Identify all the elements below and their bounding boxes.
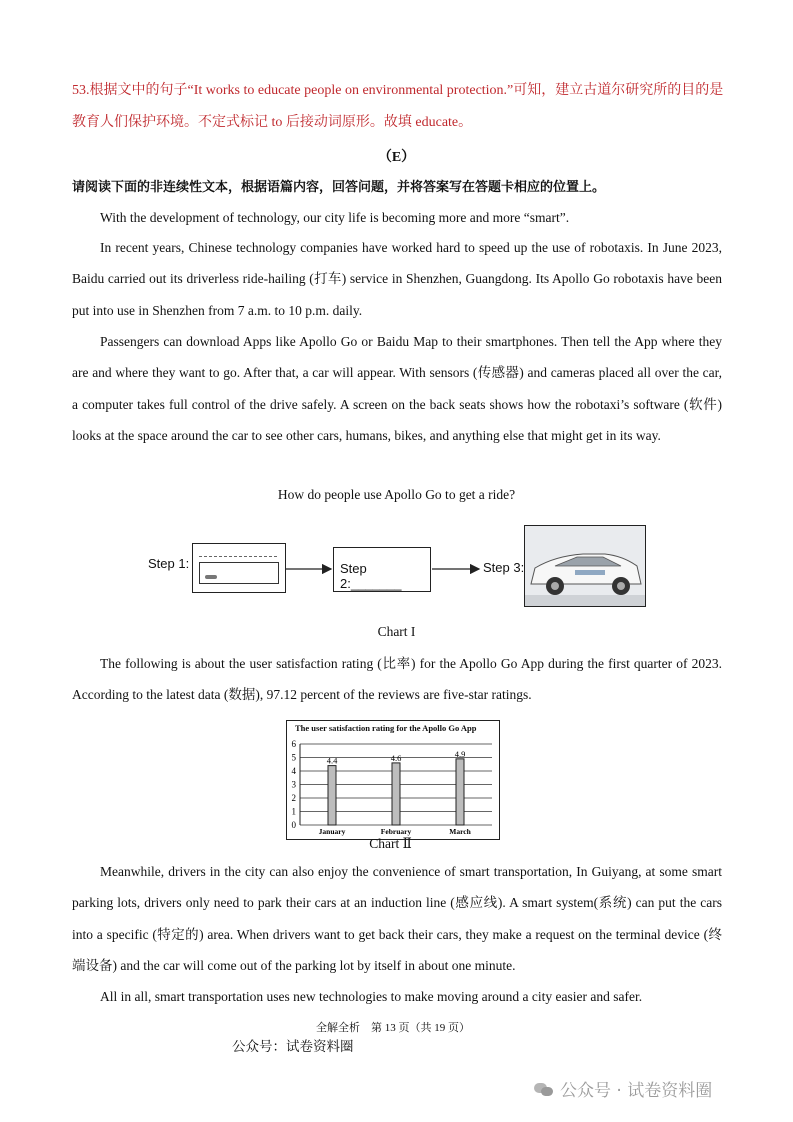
wechat-icon (534, 1081, 554, 1097)
step3-robotaxi-photo (524, 525, 646, 607)
chart1-question: How do people use Apollo Go to get a ride? (277, 487, 516, 502)
y-tick-label-5: 5 (291, 752, 296, 763)
y-tick-label-1: 1 (291, 806, 296, 817)
chart2-plot (286, 720, 500, 840)
y-tick-label-2: 2 (291, 793, 296, 803)
watermark-text: 公众号 · 试卷资料圈 (560, 1081, 713, 1101)
category-label-february: February (380, 827, 412, 836)
y-tick-label-0: 0 (291, 820, 296, 830)
bar-january (328, 766, 336, 825)
y-tick-label-4: 4 (291, 766, 296, 776)
robotaxi-icon (525, 526, 645, 606)
paragraph-6: All in all, smart transportation uses new technologies to make moving around a city easier and safer. (100, 989, 643, 1004)
bar-february (392, 763, 400, 825)
y-tick-label-3: 3 (291, 779, 296, 790)
step1-label: Step 1: (148, 556, 190, 571)
bar-value-label-february: 4.6 (390, 752, 402, 763)
step2-box (333, 547, 431, 592)
chart1-caption: Chart I (377, 624, 416, 639)
y-tick-label-6: 6 (291, 739, 296, 749)
paragraph-3: Passengers can download Apps like Apollo Go or Baidu Map to their smartphones. Then tell the App where they are and where they want to go. After that, a car will appear. With sensors (传感器) and cameras placed all over the car, a computer takes full control of the drive safely. A screen on the back seats shows how the robotaxi’s software (软件) looks at the space around the car to see other cars, humans, bikes, and anything else that might get in its way. (72, 334, 722, 443)
paragraph-2: In recent years, Chinese technology companies have worked hard to speed up the use of robotaxis. In June 2023, Baidu carried out its driverless ride-hailing (打车) service in Shenzhen, Guangdong. Its Apollo Go robotaxis have been put into use in Shenzhen from 7 a.m. to 10 p.m. daily. (72, 240, 722, 318)
category-label-january: January (318, 827, 346, 836)
bar-value-label-march: 4.9 (454, 748, 466, 759)
step2-label: Step 2:_______ (340, 561, 402, 591)
paragraph-4: The following is about the user satisfaction rating (比率) for the Apollo Go App during the first quarter of 2023. According to the latest data (数据), 97.12 percent of the reviews are five-star ratings. (72, 656, 722, 703)
bar-value-label-january: 4.4 (326, 755, 338, 766)
watermark (534, 1076, 712, 1101)
instruction: 请阅读下面的非连续性文本，根据语篇内容，回答问题，并将答案写在答题卡相应的位置上。 (72, 180, 606, 195)
paragraph-5: Meanwhile, drivers in the city can also enjoy the convenience of smart transportation, In Guiyang, at some smart parking lots, drivers only need to park their cars at an induction line (感应线). A smart system(系统) can put the cars into a specific (特定的) area. When drivers want to get back their cars, they make a request on the terminal device (终端设备) and the car will come out of the parking lot by itself in about one minute. (72, 864, 722, 973)
paragraph-1: With the development of technology, our city life is becoming more and more “smart”. (100, 210, 570, 225)
answer-53-line-2: 教育人们保护环境。不定式标记 to 后接动词原形。故填 educate。 (72, 115, 473, 130)
step3-label: Step 3: (483, 560, 525, 575)
answer-53-line-1: 53.根据文中的句子“It works to educate people on environmental protection.”可知，建立古道尔研究所的目的是 (72, 83, 724, 98)
chart2-caption: Chart Ⅱ (369, 836, 412, 851)
chart2-title: The user satisfaction rating for the Apollo Go App (295, 723, 477, 733)
section-label: （E） (377, 150, 416, 165)
account-text: 公众号：试卷资料圈 (232, 1039, 354, 1055)
page-footer: 全解全析 第 13 页（共 19 页） (316, 1022, 470, 1034)
bar-march (456, 759, 464, 825)
category-label-march: March (449, 827, 471, 836)
